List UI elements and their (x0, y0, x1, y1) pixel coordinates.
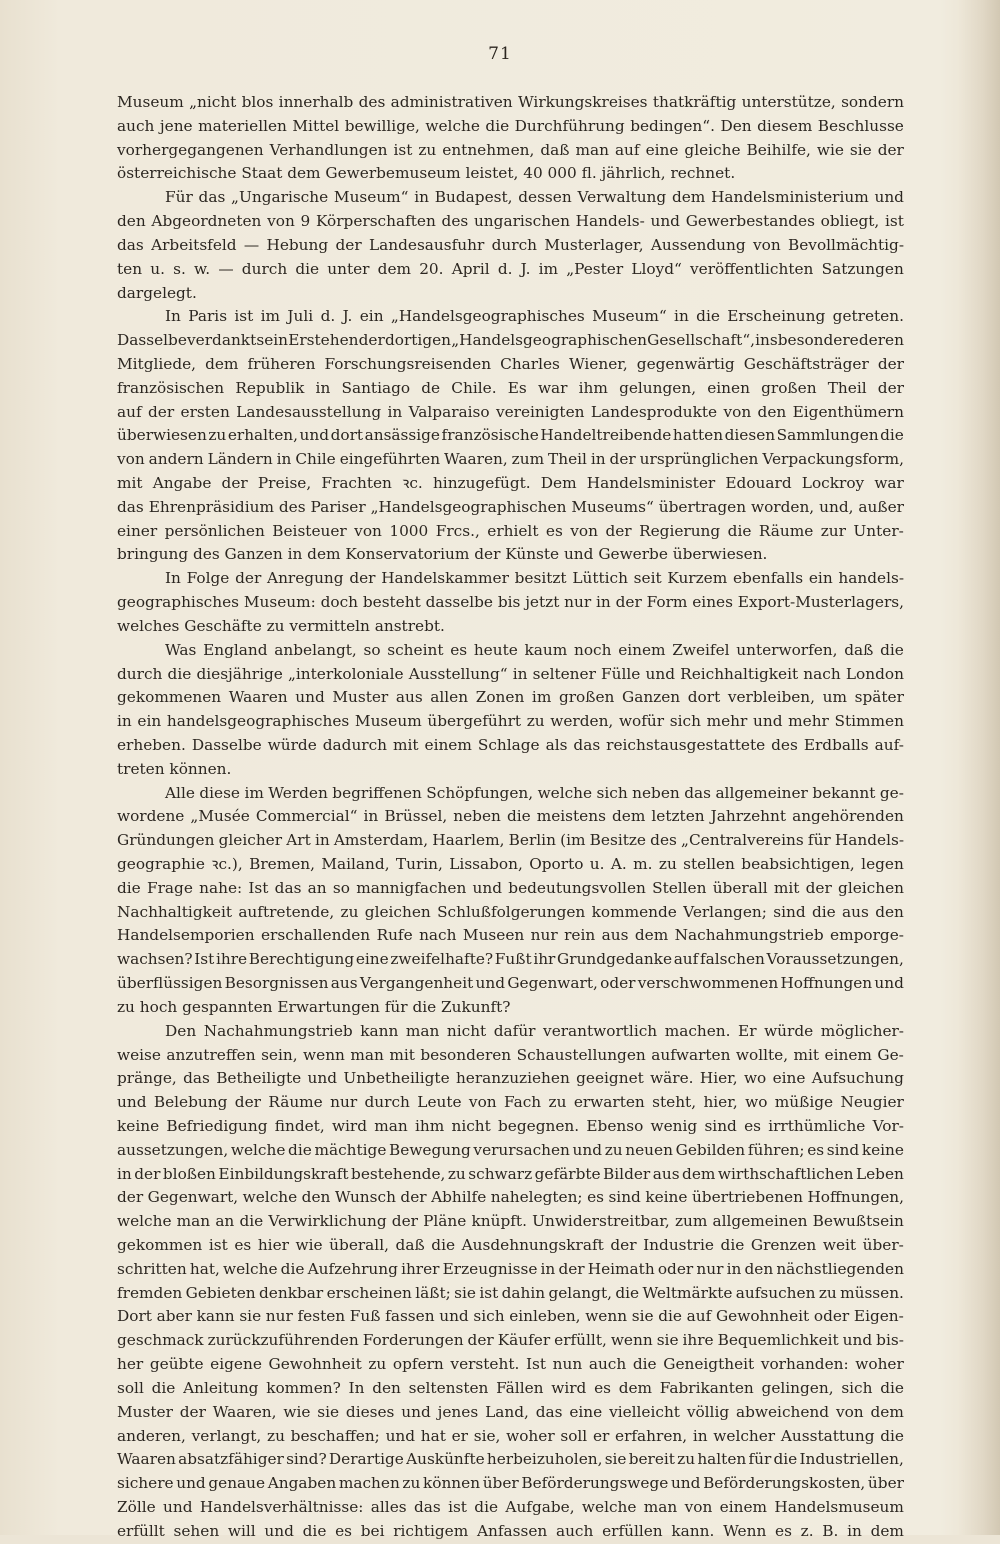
text-line (117, 710, 904, 734)
text-line-content: auf der ersten Landesausstellung in Valparaiso vereinigten Landesprodukte von den Eigenthümern (117, 402, 904, 421)
text-line-content: fremden Gebieten denkbar erscheinen läßt; sie ist dahin gelangt, die Weltmärkte aufsuchen zu müssen. (117, 1283, 904, 1302)
text-line (117, 758, 904, 782)
text-line (117, 496, 904, 520)
text-line-content: geographie ꝛc.), Bremen, Mailand, Turin, Lissabon, Oporto u. A. m. zu stellen beabsichtigen, legen (117, 855, 904, 873)
text-line (117, 1186, 904, 1210)
text-line-content: Waaren absatzfähiger sind? Derartige Auskünfte herbeizuholen, sie bereit zu halten für die Industriellen, (117, 1450, 904, 1469)
text-line (117, 424, 904, 448)
text-line-content: Muster der Waaren, wie sie dieses und jenes Land, das eine vielleicht völlig abweichend von dem (117, 1402, 904, 1421)
text-line (117, 353, 904, 377)
text-line (117, 258, 904, 282)
text-line (117, 139, 904, 163)
text-line (117, 567, 904, 591)
text-line-content: ten u. s. w. — durch die unter dem 20. April d. J. im „Pester Lloyd“ veröffentlichten Satzungen (117, 259, 904, 278)
text-line-content: welche man an die Verwirklichung der Pläne knüpft. Unwiderstreitbar, zum allgemeinen Bewußtsein (117, 1212, 904, 1231)
text-line-content: geographisches Museum: doch besteht dasselbe bis jetzt nur in der Form eines Export-Musterlagers, (117, 593, 904, 612)
text-line-content: sichere und genaue Angaben machen zu können über Beförderungswege und Beförderungskosten, über (117, 1474, 904, 1493)
text-line-content: her geübte eigene Gewohnheit zu opfern versteht. Ist nun auch die Geneigtheit vorhanden: woher (117, 1355, 904, 1374)
text-line-content: Gründungen gleicher Art in Amsterdam, Haarlem, Berlin (im Besitze des „Centralvereins für Handels- (117, 831, 904, 850)
text-line (117, 901, 904, 925)
text-line-content: französischen Republik in Santiago de Chile. Es war ihm gelungen, einen großen Theil der (117, 378, 904, 397)
text-line (117, 591, 904, 615)
text-line (117, 1210, 904, 1234)
text-line (117, 1258, 904, 1282)
text-line-content: Den Nachahmungstrieb kann man nicht dafür verantwortlich machen. Er würde möglicher- (165, 1021, 904, 1040)
text-line-content: durch die diesjährige „interkoloniale Ausstellung“ in seltener Fülle und Reichhaltigkeit nach London (117, 664, 904, 683)
text-line-content: In Paris ist im Juli d. J. ein „Handelsgeographisches Museum“ in die Erscheinung getreten. (165, 307, 904, 326)
text-line-content: Zölle und Handelsverhältnisse: alles das ist die Aufgabe, welche man von einem Handelsmuseum (117, 1497, 904, 1516)
text-line-content: österreichische Staat dem Gewerbemuseum leistet, 40 000 fl. jährlich, rechnet. (117, 164, 736, 183)
text-line (117, 996, 904, 1020)
page-number: 71 (488, 44, 512, 64)
text-line-content: wachsen? Ist ihre Berechtigung eine zweifelhafte? Fußt ihr Grundgedanke auf falschen Voraussetzungen, (117, 950, 904, 969)
text-line-content: von andern Ländern in Chile eingeführten Waaren, zum Theil in der ursprünglichen Verpackungsform, (117, 450, 904, 469)
text-line (117, 1234, 904, 1258)
text-line-content: gekommenen Waaren und Muster aus allen Zonen im großen Ganzen dort verbleiben, um später (117, 688, 904, 707)
text-line (117, 472, 904, 496)
text-line-content: Handelsemporien erschallenden Rufe nach Museen nur rein aus dem Nachahmungstrieb emporge- (117, 926, 904, 945)
text-line (117, 1305, 904, 1329)
text-line-content: die Frage nahe: Ist das an so mannigfachen und bedeutungsvollen Stellen überall mit der gleichen (117, 878, 904, 897)
text-line (117, 520, 904, 544)
text-line-content: Was England anbelangt, so scheint es heute kaum noch einem Zweifel unterworfen, daß die (165, 640, 904, 659)
text-line-content: erheben. Dasselbe würde dadurch mit einem Schlage als das reichstausgestattete des Erdballs auf- (117, 735, 904, 754)
text-line (117, 1353, 904, 1377)
text-line (117, 329, 904, 353)
text-line-content: mit Angabe der Preise, Frachten ꝛc. hinzugefügt. Dem Handelsminister Edouard Lockroy war (117, 474, 904, 492)
text-line (117, 91, 904, 115)
text-line (117, 805, 904, 829)
text-line (117, 877, 904, 901)
text-line-content: welches Geschäfte zu vermitteln anstrebt. (117, 616, 445, 635)
text-line (117, 1401, 904, 1425)
page-edge-shadow (958, 0, 1000, 1535)
text-line-content: Museum „nicht blos innerhalb des administrativen Wirkungskreises thatkräftig unterstütze, sondern (117, 93, 904, 111)
text-line-content: schritten hat, welche die Aufzehrung ihrer Erzeugnisse in der Heimath oder nur in den nächstliegenden (117, 1259, 904, 1278)
text-line-content: aussetzungen, welche die mächtige Bewegung verursachen und zu neuen Gebilden führen; es sind keine (117, 1140, 904, 1159)
text-line-content: der Gegenwart, welche den Wunsch der Abhilfe nahelegten; es sind keine übertriebenen Hoffnungen, (117, 1188, 904, 1207)
text-line-content: erfüllt sehen will und die es bei richtigem Anfassen auch erfüllen kann. Wenn es z. B. in dem (117, 1521, 904, 1540)
text-line-content: In Folge der Anregung der Handelskammer besitzt Lüttich seit Kurzem ebenfalls ein handels- (165, 569, 904, 588)
text-line (117, 162, 904, 186)
text-line (117, 734, 904, 758)
text-line-content: das Arbeitsfeld — Hebung der Landesausfuhr durch Musterlager, Aussendung von Bevollmächtig- (117, 235, 904, 254)
text-line-content: in ein handelsgeographisches Museum übergeführt zu werden, wofür sich mehr und mehr Stimmen (117, 712, 904, 731)
text-line-content: vorhergegangenen Verhandlungen ist zu entnehmen, daß man auf eine gleiche Beihilfe, wie sie der (117, 140, 904, 159)
text-line-content: weise anzutreffen sein, wenn man mit besonderen Schaustellungen aufwarten wollte, mit einem Ge- (117, 1045, 904, 1064)
text-line-content: bringung des Ganzen in dem Konservatorium der Künste und Gewerbe überwiesen. (117, 545, 768, 564)
text-line-content: überwiesen zu erhalten, und dort ansässige französische Handeltreibende hatten diesen Sammlungen die (117, 426, 904, 445)
text-line (117, 1139, 904, 1163)
text-line (117, 948, 904, 972)
text-line-content: anderen, verlangt, zu beschaffen; und hat er sie, woher soll er erfahren, in welcher Ausstattung die (117, 1426, 904, 1445)
text-line-content: in der bloßen Einbildungskraft bestehende, zu schwarz gefärbte Bilder aus dem wirthschaftlichen Leben (117, 1164, 904, 1183)
text-line-content: pränge, das Betheiligte und Unbetheiligte heranzuziehen geeignet wäre. Hier, wo eine Aufsuchung (117, 1069, 904, 1088)
text-line-content: zu hoch gespannten Erwartungen für die Zukunft? (117, 997, 511, 1016)
text-line (117, 639, 904, 663)
text-line (117, 1377, 904, 1401)
text-line (117, 1472, 904, 1496)
text-line (117, 853, 904, 877)
text-line (117, 1044, 904, 1068)
text-line-content: Mitgliede, dem früheren Forschungsreisenden Charles Wiener, gegenwärtig Geschäftsträger der (117, 354, 904, 373)
text-line (117, 1163, 904, 1187)
text-line (117, 782, 904, 806)
text-line (117, 1067, 904, 1091)
text-line-content: wordene „Musée Commercial“ in Brüssel, neben die meistens dem letzten Jahrzehnt angehörenden (117, 807, 904, 826)
text-line (117, 1425, 904, 1449)
text-line (117, 305, 904, 329)
text-line-content: auch jene materiellen Mittel bewillige, welche die Durchführung bedingen“. Den diesem Beschlusse (117, 116, 904, 135)
text-line-content: einer persönlichen Beisteuer von 1000 Frcs., erhielt es von der Regierung die Räume zur Unter- (117, 521, 904, 540)
text-line-content: keine Befriedigung findet, wird man ihm nicht begegnen. Ebenso wenig sind es irrthümliche Vor- (117, 1116, 904, 1135)
text-line-content: geschmack zurückzuführenden Forderungen der Käufer erfüllt, wenn sie ihre Bequemlichkeit und bis- (117, 1331, 904, 1350)
text-line (117, 972, 904, 996)
text-line (117, 186, 904, 210)
text-line (117, 1520, 904, 1544)
text-line-content: das Ehrenpräsidium des Pariser „Handelsgeographischen Museums“ übertragen worden, und, außer (117, 497, 904, 516)
text-line (117, 924, 904, 948)
text-line (117, 1282, 904, 1306)
text-line (117, 115, 904, 139)
text-line (117, 543, 904, 567)
text-line (117, 663, 904, 687)
text-line-content: Dasselbe verdankt sein Erstehen der dortigen „Handelsgeographischen Gesellschaft“, insbesondere deren (117, 331, 904, 350)
text-line-content: überflüssigen Besorgnissen aus Vergangenheit und Gegenwart, oder verschwommenen Hoffnungen und (117, 974, 904, 993)
page-body-text (117, 91, 904, 1544)
text-line-content: Nachhaltigkeit auftretende, zu gleichen Schlußfolgerungen kommende Verlangen; sind die aus den (117, 902, 904, 921)
text-line-content: gekommen ist es hier wie überall, daß die Ausdehnungskraft der Industrie die Grenzen weit über- (117, 1236, 904, 1254)
text-line (117, 401, 904, 425)
text-line (117, 282, 904, 306)
text-line (117, 686, 904, 710)
text-line-content: treten können. (117, 759, 232, 778)
text-line (117, 1091, 904, 1115)
text-line (117, 210, 904, 234)
text-line-content: soll die Anleitung kommen? In den seltensten Fällen wird es dem Fabrikanten gelingen, sich die (117, 1378, 904, 1397)
text-line (117, 1020, 904, 1044)
text-line (117, 234, 904, 258)
text-line (117, 615, 904, 639)
text-line (117, 1448, 904, 1472)
text-line (117, 1115, 904, 1139)
text-line (117, 1496, 904, 1520)
text-line-content: dargelegt. (117, 283, 197, 302)
text-line-content: und Belebung der Räume nur durch Leute von Fach zu erwarten steht, hier, wo müßige Neugier (117, 1093, 904, 1112)
text-line-content: Alle diese im Werden begriffenen Schöpfungen, welche sich neben das allgemeiner bekannt ge- (165, 783, 904, 802)
text-line (117, 829, 904, 853)
text-line-content: Dort aber kann sie nur festen Fuß fassen und sich einleben, wenn sie die auf Gewohnheit oder Eigen- (117, 1307, 904, 1326)
text-line-content: Für das „Ungarische Museum“ in Budapest, dessen Verwaltung dem Handelsministerium und (165, 188, 904, 207)
text-line (117, 1329, 904, 1353)
text-line-content: den Abgeordneten von 9 Körperschaften des ungarischen Handels- und Gewerbestandes obliegt, ist (117, 212, 904, 231)
text-line (117, 377, 904, 401)
text-line (117, 448, 904, 472)
